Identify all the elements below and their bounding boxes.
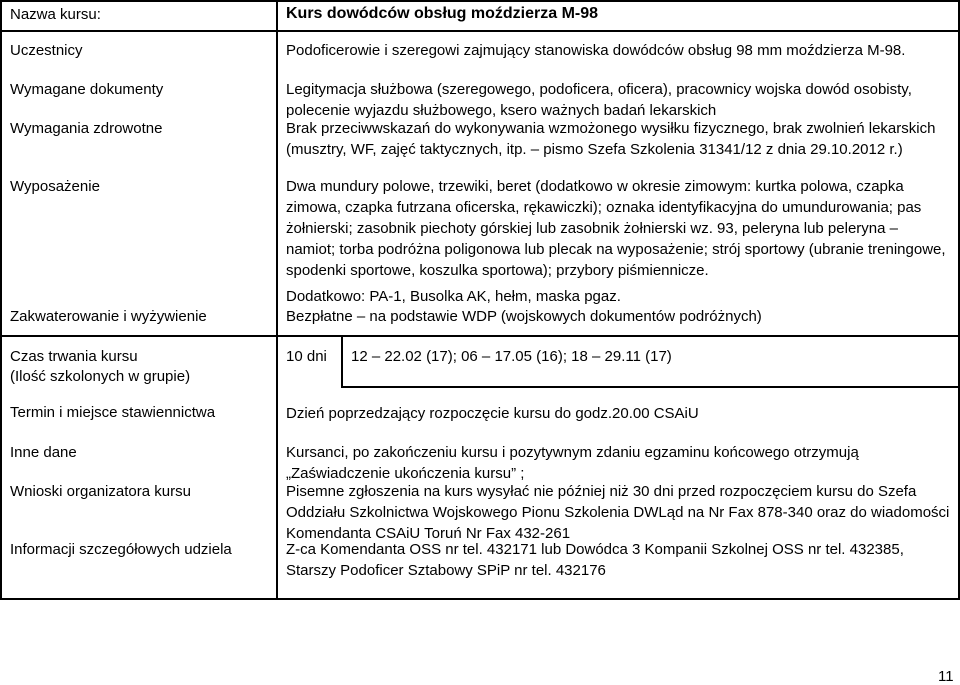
participants-value: Podoficerowie i szeregowi zajmujący stanowiska dowódców obsług 98 mm moździerza M-98.	[286, 42, 906, 59]
equipment-value: Dwa mundury polowe, trzewiki, beret (dodatkowo w okresie zimowym: kurtka polowa, czapka zimowa, czapka futrzana oficerska, rękawiczki); oznaka identyfikacyjna do umundurowania; pas żołnierski; zasobnik piechoty górskiej lub zasobnik żołnierski wz. 93, peleryna lub peleryna – namiot; torba podróżna poligonowa lub plecak na wyposażenie; strój sportowy (ubranie treningowe, spodenki sportowe, koszulka sportowa); przybory piśmiennicze.	[286, 178, 946, 279]
duration-sublabel: (Ilość szkolonych w grupie)	[10, 368, 191, 385]
equipment-extra: Dodatkowo: PA-1, Busolka AK, hełm, maska pgaz.	[286, 288, 621, 305]
arrival-value: Dzień poprzedzający rozpoczęcie kursu do godz.20.00 CSAiU	[286, 405, 699, 422]
accommodation-label: Zakwaterowanie i wyżywienie	[10, 308, 207, 325]
equipment-label: Wyposażenie	[10, 178, 100, 195]
row-divider	[0, 335, 960, 337]
duration-label: Czas trwania kursu	[10, 348, 138, 365]
table-border-bottom	[0, 598, 960, 600]
arrival-label: Termin i miejsce stawiennictwa	[10, 404, 216, 421]
info-label: Informacji szczegółowych udziela	[10, 541, 232, 558]
accommodation-value: Bezpłatne – na podstawie WDP (wojskowych dokumentów podróżnych)	[286, 308, 762, 325]
table-border-top	[0, 0, 960, 2]
duration-days: 10 dni	[286, 348, 327, 365]
info-value: Z-ca Komendanta OSS nr tel. 432171 lub Dowódca 3 Kompanii Szkolnej OSS nr tel. 432385, Starszy Podoficer Sztabowy SPiP nr tel. 432176	[286, 541, 904, 579]
duration-divider-bottom	[341, 386, 960, 388]
table-border-left	[0, 0, 2, 600]
page-number: 11	[938, 668, 954, 685]
column-divider	[276, 0, 278, 600]
health-label: Wymagania zdrowotne	[10, 120, 163, 137]
documents-value: Legitymacja służbowa (szeregowego, podoficera, oficera), pracownicy wojska dowód osobisty, polecenie wyjazdu służbowego, ksero ważnych badań lekarskich	[286, 81, 912, 119]
health-value: Brak przeciwwskazań do wykonywania wzmożonego wysiłku fizycznego, brak zwolnień lekarskich (musztry, WF, zajęć taktycznych, itp. – pismo Szefa Szkolenia 31341/12 z dnia 29.10.2012 r.)	[286, 120, 936, 158]
other-value: Kursanci, po zakończeniu kursu i pozytywnym zdaniu egzaminu końcowego otrzymują „Zaświadczenie ukończenia kursu” ;	[286, 444, 859, 482]
course-name-value: Kurs dowódców obsług moździerza M-98	[286, 5, 599, 22]
course-name-label: Nazwa kursu:	[10, 6, 101, 23]
row-divider	[0, 30, 960, 32]
applications-label: Wnioski organizatora kursu	[10, 483, 191, 500]
documents-label: Wymagane dokumenty	[10, 81, 164, 98]
participants-label: Uczestnicy	[10, 42, 83, 59]
duration-divider	[341, 337, 343, 387]
duration-dates: 12 – 22.02 (17); 06 – 17.05 (16); 18 – 29.11 (17)	[351, 348, 672, 365]
other-label: Inne dane	[10, 444, 77, 461]
applications-value: Pisemne zgłoszenia na kurs wysyłać nie później niż 30 dni przed rozpoczęciem kursu do Szefa Oddziału Szkolnictwa Wojskowego Pionu Szkolenia DWLąd na Nr Fax 878-340 oraz do wiadomości Komendanta CSAiU Toruń Nr Fax 432-261	[286, 483, 950, 542]
